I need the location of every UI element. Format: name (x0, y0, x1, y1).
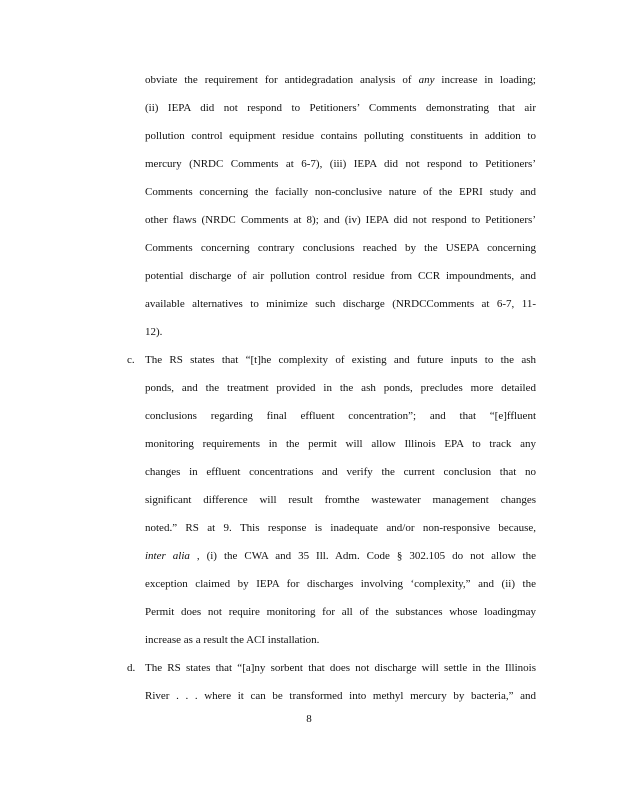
text-line-23: River . . . where it can be transformed into methyl mercury by bacteria,” and (145, 690, 536, 702)
text-line-3: pollution control equipment residue contains polluting constituents in addition to (145, 130, 536, 142)
text-line-12: ponds, and the treatment provided in the ash ponds, precludes more detailed (145, 382, 536, 394)
text-line-17: noted.” RS at 9. This response is inadequate and/or non-responsive because, (145, 522, 536, 534)
text-line-8: potential discharge of air pollution control residue from CCR impoundments, and (145, 270, 536, 282)
text-line-21: increase as a result the ACI installation. (145, 634, 320, 646)
list-marker-d: d. (127, 662, 136, 674)
text-line-10: 12). (145, 326, 163, 338)
list-marker-c: c. (127, 354, 135, 366)
text-line-2: (ii) IEPA did not respond to Petitioners’ Comments demonstrating that air (145, 102, 536, 114)
text-line-22: The RS states that “[a]ny sorbent that does not discharge will settle in the Illinois (145, 662, 536, 674)
page-number: 8 (306, 713, 312, 725)
text-line-4: mercury (NRDC Comments at 6-7), (iii) IEPA did not respond to Petitioners’ (145, 158, 536, 170)
text-line-1: obviate the requirement for antidegradation analysis of any increase in loading; (145, 74, 536, 86)
text-line-11: The RS states that “[t]he complexity of existing and future inputs to the ash (145, 354, 536, 366)
text-line-13: conclusions regarding final effluent concentration”; and that “[e]ffluent (145, 410, 536, 422)
text-line-7: Comments concerning contrary conclusions reached by the USEPA concerning (145, 242, 536, 254)
text-line-19: exception claimed by IEPA for discharges involving ‘complexity,” and (ii) the (145, 578, 536, 590)
text-line-20: Permit does not require monitoring for all of the substances whose loadingmay (145, 606, 536, 618)
text-line-6: other flaws (NRDC Comments at 8); and (iv) IEPA did not respond to Petitioners’ (145, 214, 536, 226)
text-line-18: inter alia , (i) the CWA and 35 Ill. Adm. Code § 302.105 do not allow the (145, 550, 536, 562)
text-line-14: monitoring requirements in the permit will allow Illinois EPA to track any (145, 438, 536, 450)
text-line-16: significant difference will result fromthe wastewater management changes (145, 494, 536, 506)
text-line-5: Comments concerning the facially non-conclusive nature of the EPRI study and (145, 186, 536, 198)
text-line-15: changes in effluent concentrations and verify the current conclusion that no (145, 466, 536, 478)
text-line-9: available alternatives to minimize such discharge (NRDCComments at 6-7, 11- (145, 298, 536, 310)
